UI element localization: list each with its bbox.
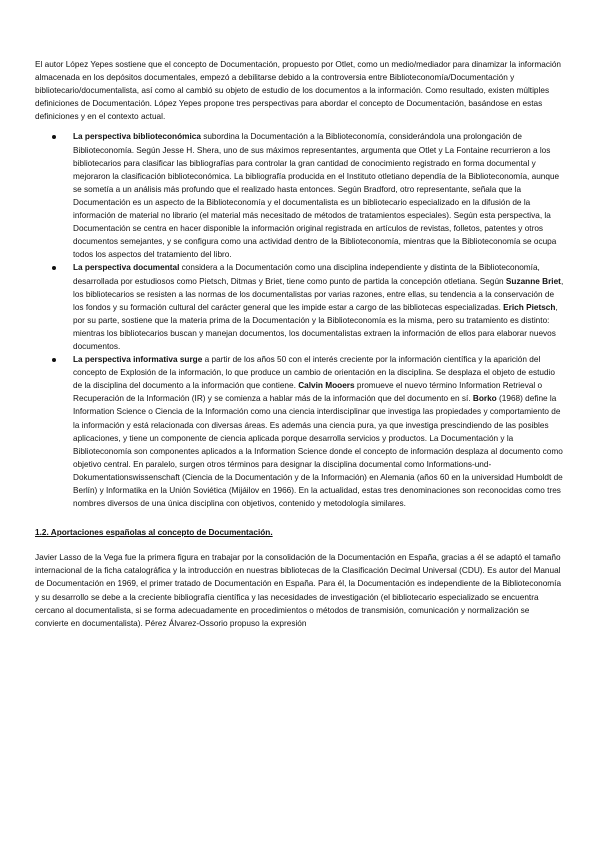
bullet-icon: [52, 135, 56, 139]
list-item-biblioteconomica: [35, 130, 565, 261]
bold-term: La perspectiva documental: [73, 263, 180, 273]
item-text: , los bibliotecarios se resisten a las normas de los documentalistas por varias razones, entre ellas, su tendencia a la conservación de los fondos y su formación cultural del carácter general que les impide estar a cargo de las bibliotecas especializadas.: [73, 276, 564, 312]
bullet-icon: [52, 266, 56, 270]
bold-term: Borko: [472, 394, 497, 404]
item-text: considera a la Documentación como una disciplina independiente y distinta de la Biblioteconomía, desarrollada por estudiosos como Pietsch, Ditmas y Briet, tiene como punto de partida la concepción otletiana. Según: [73, 263, 540, 286]
closing-paragraph: Javier Lasso de la Vega fue la primera figura en trabajar por la consolidación de la Documentación en España, gracias a él se adaptó el tamaño internacional de la ficha catalográfica y la introducción en nuestras bibliotecas de la Clasificación Decimal Universal (CDU). Es autor del Manual de Documentación en 1969, el primer tratado de Documentación en España. Para él, la Documentación es independiente de la Biblioteconomía y su desarrollo se debe a la creciente bibliografía científica y las necesidades de investigación (el bibliotecario especializado se encuentra cercano al documentalista, si se forma adecuadamente en procedimientos o métodos de transmisión, comunicación y normalización se convierte en documentalista). Pérez Álvarez-Ossorio propuso la expresión: [35, 553, 562, 628]
bullet-icon: [52, 358, 56, 362]
intro-paragraph: El autor López Yepes sostiene que el concepto de Documentación, propuesto por Otlet, como un medio/mediador para dinamizar la información almacenada en los depósitos documentales, empezó a debilitarse debido a la controversia entre Biblioteconomía/Documentación y bibliotecario/documentalista, así como al cambió su objeto de estudio de los documentos a la información. Como resultado, existen múltiples definiciones de Documentación. López Yepes propone tres perspectivas para abordar el concepto de Documentación, basándose en estas definiciones y en el contexto actual.: [35, 60, 562, 122]
item-text: a partir de los años 50 con el interés creciente por la información científica y la aparición del concepto de Explosión de la información, lo que produce un cambio de orientación en la disciplina. Se desplaza el objeto de estudio de la disciplina del documento a la información que contiene.: [73, 355, 556, 391]
list-item-documental: [35, 261, 565, 353]
bold-term: La perspectiva biblioteconómica: [73, 132, 201, 142]
bold-term: Erich Pietsch: [503, 302, 556, 312]
item-text: subordina la Documentación a la Biblioteconomía, considerándola una prolongación de Biblioteconomía. Según Jesse H. Shera, uno de sus máximos representantes, argumenta que Otlet y La Fontaine recurrieron a los bibliotecarios para clasificar las bibliografías para controlar la gran cantidad de conocimiento registrado en forma documental y mejoraron la clasificación biblioteconómica. La bibliografía producida en el Instituto otletiano dependía de la Biblioteconomía, aunque se sometía a un análisis más profundo que el realizado hasta entonces. Según Bradford, otro representante, señala que la Documentación es un aspecto de la Biblioteconomía y el documentalista es un bibliotecario especializado en la difusión de la información de material no librario (el material más necesitado de métodos de tratamientos especiales). Según esta perspectiva, la Documentación se centra en hacer disponible la información original registrada en artículos de revistas, folletos, patentes y otros documentos semejantes, y se configura como una actividad dentro de la Biblioteconomía, mientras que la Biblioteconomía se ocupa todos los aspectos del tratamiento del libro.: [73, 132, 560, 260]
perspectives-list: [35, 130, 565, 510]
bold-term: La perspectiva informativa surge: [73, 355, 203, 365]
item-text: promueve el nuevo término Information Retrieval o Recuperación de la Información (IR) y se comienza a hablar más de la información que del documento en sí.: [73, 381, 543, 404]
list-item-informativa: [35, 353, 565, 510]
section-heading: 1.2. Aportaciones españolas al concepto de Documentación.: [35, 528, 273, 538]
item-text: (1968) define la Information Science o Ciencia de la Información como una ciencia interdisciplinar que investiga las propiedades y comportamiento de la información y está relacionada con diversas áreas. Es además una ciencia pura, ya que investiga prescindiendo de las posibles aplicaciones, y tiene un componente de ciencia aplicada porque desarrolla servicios y productos. La Documentación y la Biblioteconomía son componentes aplicados a la Information Science donde el concepto de información desplaza al documento como objetivo central. En paralelo, surgen otros términos para designar la disciplina documental como Informations-und-Dokumentationswissenschaft (Ciencia de la Documentación y de la Información) en Alemania (años 60 en la universidad Humboldt de Berlín) y Informatika en la Unión Soviética (Mijáilov en 1966). En la actualidad, estas tres denominaciones son reconocidas como tres nombres diversos de una única disciplina con objetivos, contenido y metodología similares.: [73, 394, 563, 509]
bold-term: Suzanne Briet: [505, 276, 561, 286]
bold-term: Calvin Mooers: [298, 381, 355, 391]
item-text: , por su parte, sostiene que la materia prima de la Documentación y la Biblioteconomía es la misma, pero su tratamiento es distinto: mientras los bibliotecarios buscan y manejan documentos, los documentalistas extraen la información de ellos para elaborar nuevos documentos.: [73, 302, 558, 351]
